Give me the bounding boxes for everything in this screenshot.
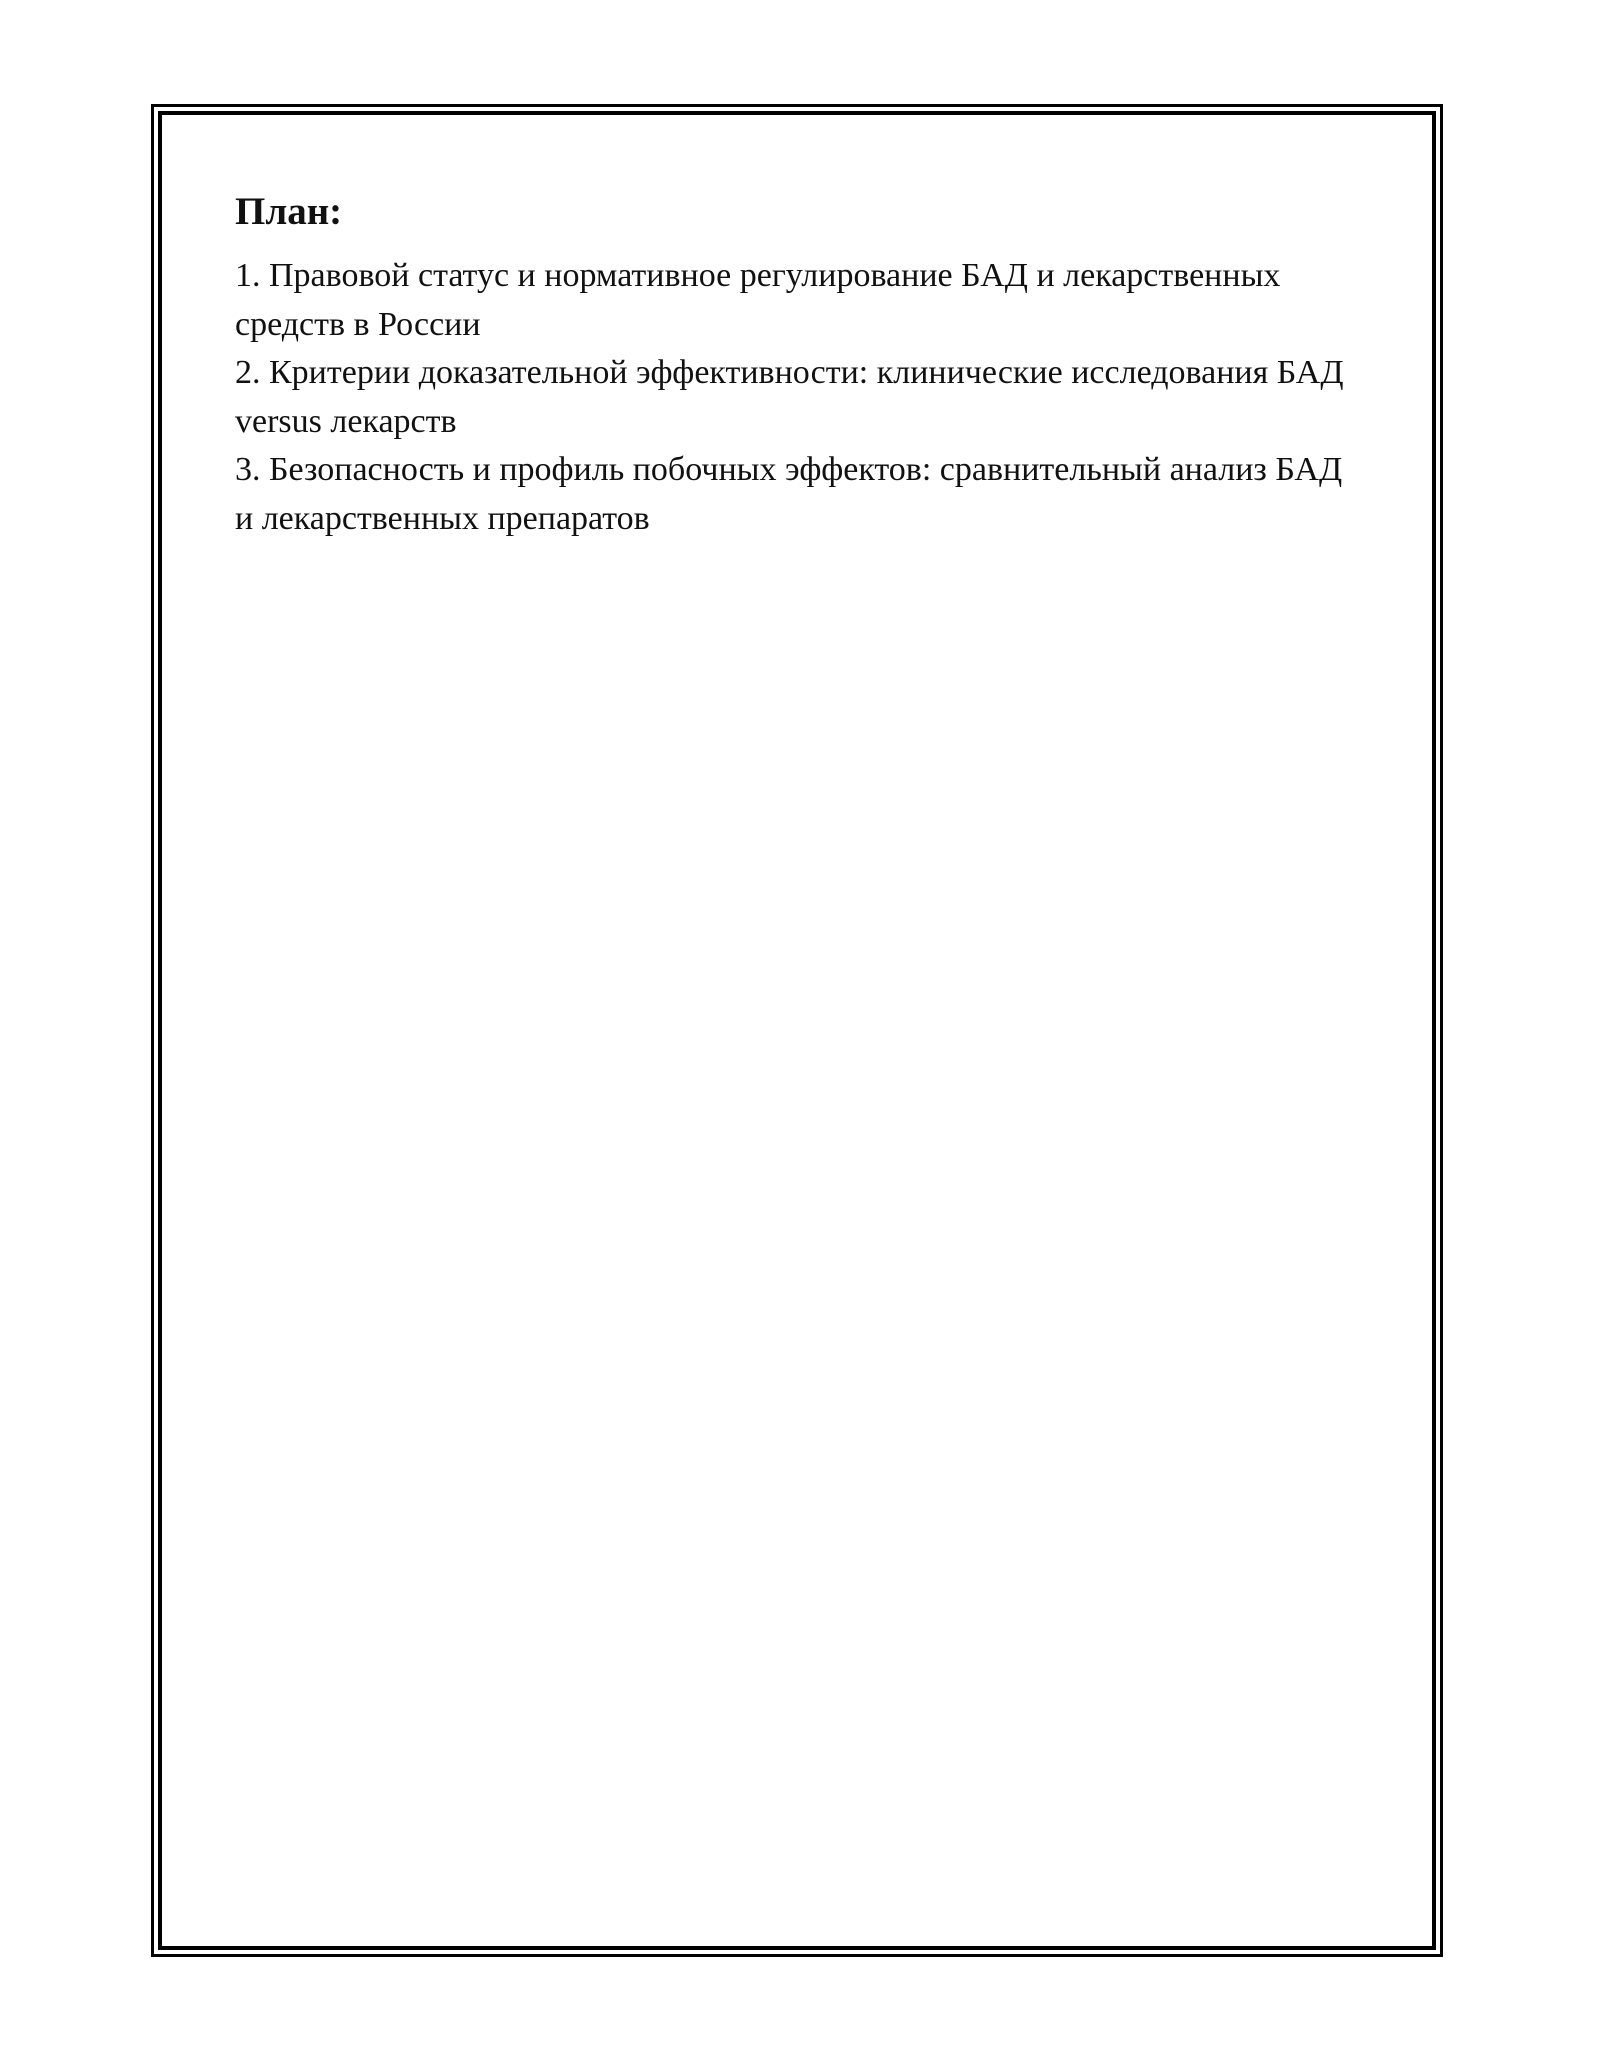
- plan-item-3: 3. Безопасность и профиль побочных эффектов: сравнительный анализ БАД и лекарственных препаратов: [235, 451, 1343, 537]
- page-content: [235, 186, 1365, 543]
- plan-item-2: 2. Критерии доказательной эффективности: клинические исследования БАД versus лекарств: [235, 354, 1344, 440]
- plan-heading: План:: [235, 190, 343, 233]
- plan-item-1: 1. Правовой статус и нормативное регулирование БАД и лекарственных средств в России: [235, 257, 1281, 343]
- plan-list: [235, 252, 1365, 543]
